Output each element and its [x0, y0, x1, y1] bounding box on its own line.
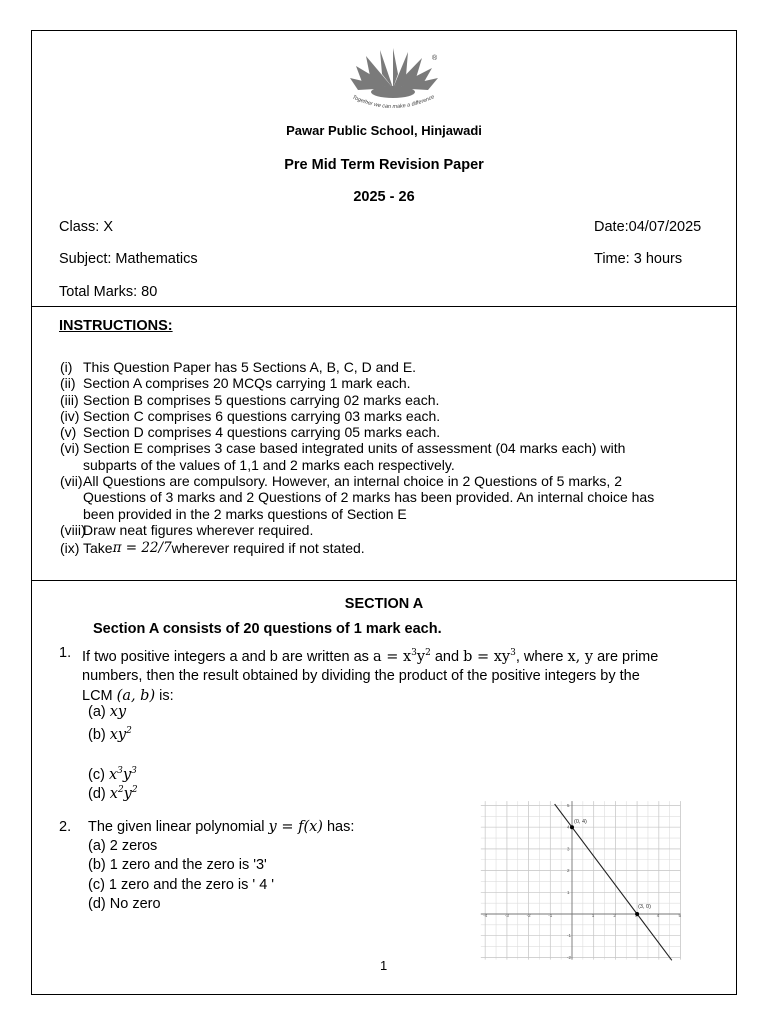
- date-label: Date:04/07/2025: [594, 219, 702, 235]
- instructions-heading: INSTRUCTIONS:: [59, 318, 173, 334]
- section-a-subtitle: Section A consists of 20 questions of 1 mark each.: [93, 621, 442, 637]
- instruction-item: (iv) Section C comprises 6 questions carrying 03 marks each.: [60, 407, 441, 424]
- question-2-option-b: (b) 1 zero and the zero is '3': [88, 857, 267, 873]
- x-tick-label: 1: [591, 913, 595, 918]
- instruction-item: (viii) Draw neat figures wherever required.: [60, 521, 314, 538]
- total-marks-label: Total Marks: 80: [59, 284, 158, 300]
- instructions-divider: [31, 580, 737, 581]
- school-name: Pawar Public School, Hinjawadi: [286, 123, 482, 138]
- class-label: Class: X: [59, 219, 113, 235]
- question-1-option-a: (a) xy: [88, 704, 127, 720]
- instruction-item: (ix) Take π = 22/7 wherever required if not stated.: [60, 540, 365, 557]
- question-2-option-a: (a) 2 zeros: [88, 838, 158, 854]
- x-tick-label: 5: [678, 913, 682, 918]
- question-1-option-b: (b) $xy^2$: [88, 726, 132, 743]
- linear-polynomial-graph: [483, 803, 686, 960]
- y-tick-label: 4: [567, 824, 570, 830]
- question-2-stem: The given linear polynomial y = f(x) has:: [88, 819, 355, 835]
- x-tick-label: -1: [548, 913, 553, 918]
- subject-label: Subject: Mathematics: [59, 251, 198, 267]
- point-label: (3, 0): [638, 904, 651, 910]
- svg-text:®: ®: [432, 55, 438, 62]
- x-tick-label: -4: [483, 913, 488, 918]
- question-1-option-c: (c) $x^3y^3$: [88, 766, 137, 783]
- y-tick-label: 3: [567, 846, 570, 852]
- y-tick-label: -2: [567, 954, 572, 960]
- point-marker: [635, 912, 639, 916]
- question-2-number: 2.: [59, 819, 72, 835]
- x-tick-label: 2: [613, 913, 616, 918]
- question-1-option-d: (d) $x^2y^2$: [88, 785, 138, 802]
- page-number: 1: [380, 958, 388, 973]
- question-2-option-d: (d) No zero: [88, 896, 161, 912]
- x-tick-label: 4: [656, 913, 660, 918]
- instructions-list: [60, 359, 654, 557]
- school-logo: [338, 48, 448, 112]
- time-label: Time: 3 hours: [594, 251, 683, 267]
- y-tick-label: 1: [567, 889, 570, 895]
- section-a-title: SECTION A: [344, 596, 424, 612]
- point-marker: [570, 825, 574, 829]
- instruction-item: (ii) Section A comprises 20 MCQs carrying 1 mark each.: [60, 375, 411, 392]
- instruction-item: (i) This Question Paper has 5 Sections A, B, C, D and E.: [60, 359, 417, 375]
- y-tick-label: 5: [567, 803, 570, 808]
- academic-year: 2025 - 26: [353, 189, 415, 205]
- header-divider: [31, 306, 737, 307]
- paper-title: Pre Mid Term Revision Paper: [284, 157, 484, 173]
- instruction-item: (vi) Section E comprises 3 case based integrated units of assessment (04 marks each) with subparts of the values of 1,1 and 2 marks each respectively.: [60, 440, 626, 473]
- instruction-item: (vii) All Questions are compulsory. However, an internal choice in 2 Questions of 5 marks, 2 Questions of 3 marks and 2 Questions of 2 marks has been provided. An internal choice has been provided in the 2 marks questions of Section E: [60, 473, 655, 522]
- x-tick-label: -2: [526, 913, 531, 918]
- x-tick-label: -3: [504, 913, 509, 918]
- question-1-stem: If two positive integers a and b are written as $a = x^3y^2$ and $b = xy^3$, where x, y are prime numbers, then the result obtained by dividing the product of the positive integers by the LCM (a, b) is:: [82, 648, 659, 704]
- y-tick-label: 2: [567, 868, 570, 874]
- instruction-item: (iii) Section B comprises 5 questions carrying 02 marks each.: [60, 391, 440, 408]
- logo-tagline: Together we can make a difference: [351, 94, 436, 111]
- question-2-option-c: (c) 1 zero and the zero is ' 4 ': [88, 877, 275, 893]
- y-tick-label: -1: [567, 933, 572, 939]
- question-1-number: 1.: [59, 645, 72, 661]
- instruction-item: (v) Section D comprises 4 questions carrying 05 marks each.: [60, 424, 441, 441]
- point-label: (0, 4): [574, 819, 587, 826]
